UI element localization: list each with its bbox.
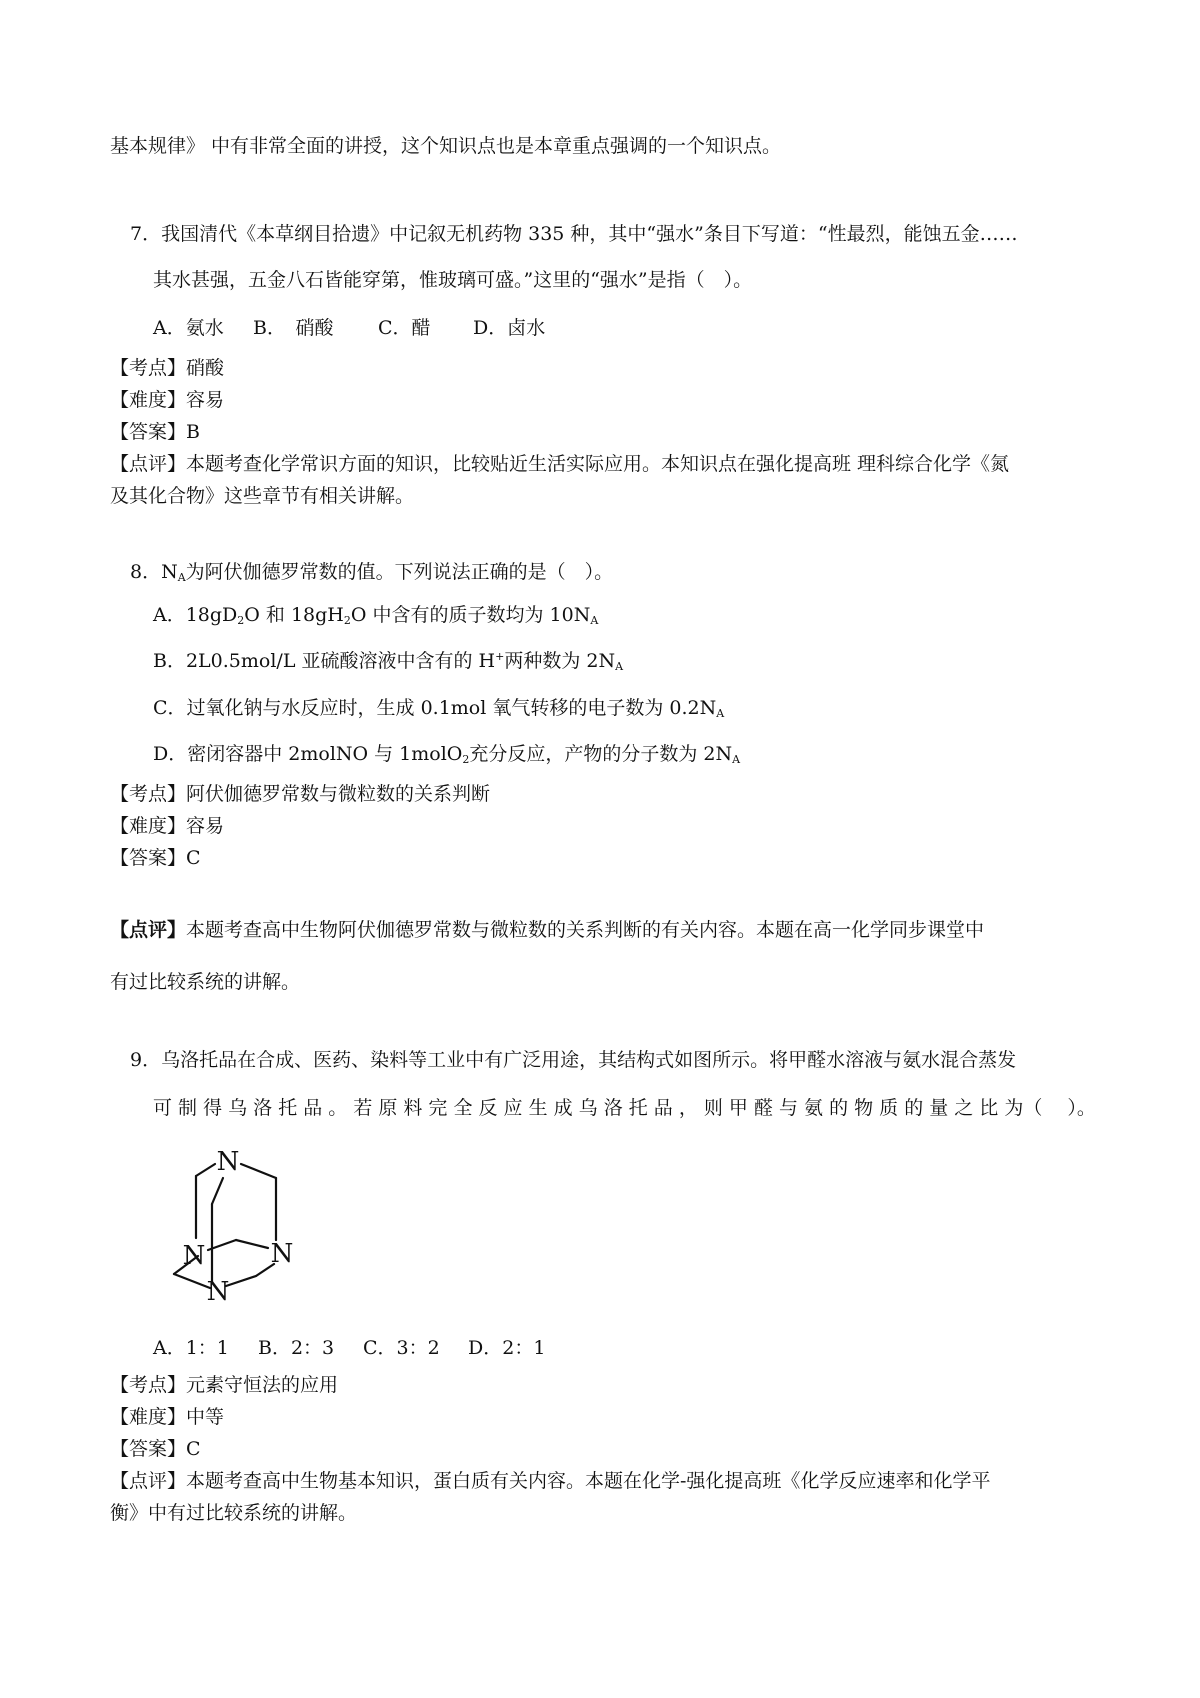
atom-n-top: N: [216, 1147, 240, 1177]
atom-n-right: N: [270, 1239, 294, 1269]
nandu-label: 【难度】: [110, 1406, 187, 1428]
q8-a-sub3: A: [590, 614, 599, 627]
intro-text: 基本规律》 中有非常全面的讲授，这个知识点也是本章重点强调的一个知识点。: [110, 135, 782, 157]
q7-dianping-line2: 及其化合物》这些章节有相关讲解。: [110, 485, 415, 507]
q7-daan-value: B: [186, 421, 200, 443]
q9-dianping-line2: 衡》中有过比较系统的讲解。: [110, 1502, 358, 1524]
daan-label: 【答案】: [110, 847, 187, 869]
q8-stem: [130, 560, 613, 584]
kaodian-label: 【考点】: [110, 783, 187, 805]
q8-b-sub1: A: [615, 660, 624, 673]
q8-nandu: [110, 814, 224, 838]
q7-kaodian-value: 硝酸: [186, 357, 225, 379]
q8-b-part1: B．2L0.5mol/L 亚硫酸溶液中含有的 H: [153, 650, 496, 672]
q7-stem-line1: 7．我国清代《本草纲目拾遗》中记叙无机药物 335 种，其中“强水”条目下写道：“性最烈，能蚀五金……: [130, 223, 1018, 245]
q8-d-sub1: 2: [462, 753, 470, 766]
q8-c-sub1: A: [716, 707, 725, 720]
q9-stem-line1: 9．乌洛托品在合成、医药、染料等工业中有广泛用途，其结构式如图所示。将甲醛水溶液与氨水混合蒸发: [130, 1049, 1017, 1071]
q7-dianping-line1: [110, 452, 1009, 476]
q9-option-b: B．2：3: [258, 1337, 335, 1359]
q9-option-c: C．3：2: [363, 1337, 440, 1359]
q8-daan-value: C: [186, 847, 201, 869]
q9-nandu-value: 中等: [186, 1406, 225, 1428]
q8-number: 8．N: [130, 561, 178, 583]
q7-stem-line2: 其水甚强，五金八石皆能穿第，惟玻璃可盛。”这里的“强水”是指（ ）。: [153, 269, 753, 291]
q7-option-b: B． 硝酸: [253, 317, 334, 339]
daan-label: 【答案】: [110, 421, 187, 443]
daan-label: 【答案】: [110, 1438, 187, 1460]
q7-dianping-text1: 本题考查化学常识方面的知识，比较贴近生活实际应用。本知识点在强化提高班 理科综合化学《氮: [186, 453, 1010, 475]
q8-dianping-text1: 本题考查高中生物阿伏伽德罗常数与微粒数的关系判断的有关内容。本题在高一化学同步课堂中: [186, 919, 985, 941]
dianping-label: 【点评】: [110, 453, 187, 475]
q8-kaodian: [110, 782, 490, 806]
dianping-label: 【点评】: [110, 919, 187, 941]
q9-option-a: A．1：1: [153, 1337, 229, 1359]
q8-b-sup: +: [495, 650, 505, 663]
dianping-label: 【点评】: [110, 1470, 187, 1492]
q8-d-part1: D．密闭容器中 2molNO 与 1molO: [153, 743, 463, 765]
q8-stem-text: 为阿伏伽德罗常数的值。下列说法正确的是（ ）。: [185, 561, 614, 583]
q9-daan: [110, 1437, 201, 1461]
q9-dianping-text1: 本题考查高中生物基本知识，蛋白质有关内容。本题在化学-强化提高班《化学反应速率和化学平: [186, 1470, 991, 1492]
q8-dianping-line1: [110, 918, 984, 942]
q7-kaodian: [110, 356, 224, 380]
q7-option-d: D．卤水: [473, 317, 546, 339]
q7-option-a: A．氨水: [153, 317, 224, 339]
q9-kaodian-value: 元素守恒法的应用: [186, 1374, 339, 1396]
q9-nandu: [110, 1405, 224, 1429]
q9-options: [153, 1336, 545, 1360]
q8-a-sub1: 2: [237, 614, 245, 627]
q8-sub-a: A: [177, 571, 186, 584]
q7-options: [153, 316, 545, 340]
urotropine-structure-diagram: [160, 1140, 340, 1310]
atom-n-bottom: N: [206, 1277, 230, 1307]
q9-dianping-line1: [110, 1469, 990, 1493]
q9-kaodian: [110, 1373, 338, 1397]
q8-a-part3: O 中含有的质子数均为 10N: [350, 604, 591, 626]
q9-stem-line2: 可 制 得 乌 洛 托 品 。 若 原 料 完 全 反 应 生 成 乌 洛 托 品 ， 则 甲 醛 与 氨 的 物 质 的 量 之 比 为（ ）。: [153, 1097, 1096, 1119]
kaodian-label: 【考点】: [110, 1374, 187, 1396]
q8-c-part1: C．过氧化钠与水反应时，生成 0.1mol 氧气转移的电子数为 0.2N: [153, 697, 717, 719]
q7-daan: [110, 420, 200, 444]
q8-dianping-line2: 有过比较系统的讲解。: [110, 971, 301, 993]
q7-nandu-value: 容易: [186, 389, 225, 411]
nandu-label: 【难度】: [110, 389, 187, 411]
q8-a-sub2: 2: [343, 614, 351, 627]
atom-n-left: N: [182, 1241, 206, 1271]
q8-b-part2: 两种数为 2N: [504, 650, 616, 672]
q7-option-c: C．醋: [378, 317, 431, 339]
q9-daan-value: C: [186, 1438, 201, 1460]
q8-d-part2: 充分反应，产物的分子数为 2N: [469, 743, 733, 765]
q8-d-sub2: A: [732, 753, 741, 766]
q8-option-b: [153, 649, 623, 673]
q8-a-part2: O 和 18gH: [244, 604, 344, 626]
q8-nandu-value: 容易: [186, 815, 225, 837]
q8-option-c: [153, 696, 724, 720]
nandu-label: 【难度】: [110, 815, 187, 837]
q8-kaodian-value: 阿伏伽德罗常数与微粒数的关系判断: [186, 783, 491, 805]
kaodian-label: 【考点】: [110, 357, 187, 379]
q8-daan: [110, 846, 201, 870]
q8-option-d: [153, 742, 740, 766]
q7-nandu: [110, 388, 224, 412]
q8-option-a: [153, 603, 598, 627]
q9-option-d: D．2：1: [468, 1337, 546, 1359]
q8-a-part1: A．18gD: [153, 604, 238, 626]
